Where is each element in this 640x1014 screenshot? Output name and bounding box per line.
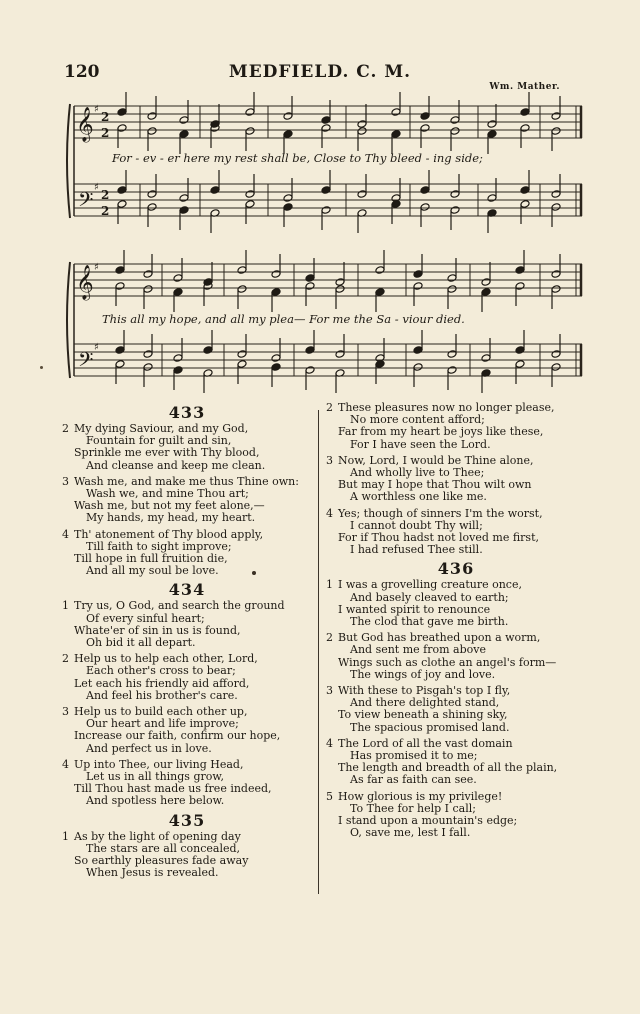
stanza-first-line — [62, 600, 312, 612]
stanza-number: 2 — [326, 631, 333, 645]
composer-credit: Wm. Mather. — [489, 82, 560, 92]
stanza-first-line — [326, 508, 586, 520]
right-column — [326, 402, 586, 844]
verse-line: And spotless here below. — [86, 794, 225, 808]
verse-line: And perfect us in love. — [86, 741, 212, 755]
verse-line: And sent me from above — [350, 643, 486, 657]
treble-clef-icon: 𝄞 — [76, 265, 94, 300]
stanza — [326, 508, 586, 557]
verse-line: Our heart and life improve; — [86, 717, 239, 731]
verse-line: No more content afford; — [350, 413, 485, 427]
verse-line: Sprinkle me ever with Thy blood, — [74, 446, 260, 460]
stanza-number: 2 — [326, 401, 333, 414]
verse-line: The length and breadth of all the plain, — [338, 761, 558, 775]
verse-line: Wash me, and make me thus Thine own: — [74, 474, 299, 488]
verse-line: And all my soul be love. — [86, 564, 219, 578]
verse-line: Whate'er of sin in us is found, — [74, 623, 241, 637]
verse-line: Fountain for guilt and sin, — [86, 434, 232, 448]
column-divider — [318, 410, 319, 894]
stanza-first-line — [326, 579, 586, 591]
verse-line: As by the light of opening day — [74, 829, 241, 843]
verse-line: A worthless one like me. — [350, 490, 487, 504]
time-signature-bottom: 2 — [101, 204, 110, 218]
verse-line: Far from my heart be joys like these, — [338, 425, 544, 439]
left-column — [62, 402, 312, 884]
verse-line: And cleanse and keep me clean. — [86, 458, 266, 472]
stanza — [326, 791, 586, 840]
stanza — [62, 831, 312, 880]
verse-line: Wash we, and mine Thou art; — [86, 487, 249, 501]
stanza — [326, 579, 586, 628]
verse-line: These pleasures now no longer please, — [338, 401, 555, 414]
verse-line: The stars are all concealed, — [86, 841, 241, 855]
stanza-number: 4 — [326, 736, 333, 750]
verse-line: I stand upon a mountain's edge; — [338, 814, 518, 828]
hymn-number: 434 — [168, 580, 206, 600]
verse-line: Help us to build each other up, — [74, 705, 248, 719]
verse-line: Let us in all things grow, — [86, 770, 224, 784]
verse-line: Yes; though of sinners I'm the worst, — [338, 506, 543, 520]
verse-line: Increase our faith, confirm our hope, — [74, 729, 281, 743]
verse-line: To view beneath a shining sky, — [338, 708, 508, 722]
stanza — [62, 706, 312, 755]
lyrics-line-1: For - ev - er here my rest shall be, Close to Thy bleed - ing side; — [112, 151, 483, 165]
stanza — [326, 402, 586, 451]
verse-line: Wings such as clothe an angel's form— — [338, 655, 557, 669]
verse-line: The Lord of all the vast domain — [338, 736, 513, 750]
verse-line: Try us, O God, and search the ground — [74, 599, 285, 613]
stanza-number: 3 — [62, 705, 69, 719]
verse-line: And wholly live to Thee; — [350, 466, 485, 480]
sharp-icon: ♯ — [94, 104, 99, 115]
stanza — [62, 759, 312, 808]
verse-line: To Thee for help I call; — [350, 801, 476, 815]
verse-line: And feel his brother's care. — [86, 688, 238, 702]
verse-line: So earthly pleasures fade away — [74, 854, 249, 868]
bass-clef-icon: 𝄢 — [78, 348, 94, 376]
verse-line: Help us to help each other, Lord, — [74, 652, 258, 666]
stanza — [62, 653, 312, 702]
stanza — [62, 600, 312, 649]
verse-line: But God has breathed upon a worm, — [338, 631, 541, 645]
stanza — [326, 455, 586, 504]
verse-line: Till Thou hast made us free indeed, — [74, 782, 272, 796]
stanza-number: 1 — [326, 578, 333, 592]
stanza-number: 3 — [326, 453, 333, 467]
verse-line: Has promised it to me; — [350, 749, 478, 763]
verse-line: Oh bid it all depart. — [86, 636, 196, 650]
music-score — [0, 0, 640, 400]
hymn-number: 435 — [168, 810, 206, 830]
verse-line: Each other's cross to bear; — [86, 664, 236, 678]
verse-line: The clod that gave me birth. — [350, 615, 509, 629]
stanza-number: 1 — [62, 829, 69, 843]
stanza — [62, 529, 312, 578]
verse-line: And basely cleaved to earth; — [350, 590, 509, 604]
verse-line: Let each his friendly aid afford, — [74, 676, 250, 690]
verse-line: I wanted spirit to renounce — [338, 602, 491, 616]
stanza-number: 2 — [62, 422, 69, 435]
verse-line: I had refused Thee still. — [350, 543, 483, 557]
stanza-number: 1 — [62, 599, 69, 613]
verse-line: How glorious is my privilege! — [338, 789, 503, 803]
stanza-number: 5 — [326, 789, 333, 803]
time-signature-bottom: 2 — [101, 126, 110, 140]
verse-line: My hands, my head, my heart. — [86, 511, 256, 525]
hymn-number: 433 — [168, 403, 206, 422]
verse-line: Till faith to sight improve; — [86, 539, 232, 553]
verse-line: With these to Pisgah's top I fly, — [338, 684, 511, 698]
stanza-number: 2 — [62, 652, 69, 666]
verse-line: Up into Thee, our living Head, — [74, 757, 244, 771]
page-number: 120 — [64, 62, 100, 82]
treble-clef-icon: 𝄞 — [76, 107, 94, 142]
verse-line: O, save me, lest I fall. — [350, 826, 471, 840]
stanza — [326, 738, 586, 787]
verse-line: Th' atonement of Thy blood apply, — [74, 527, 264, 541]
stanza-first-line — [62, 529, 312, 541]
verse-line: I was a grovelling creature once, — [338, 578, 522, 592]
lyrics-line-2: This all my hope, and all my plea— For me the Sa - viour died. — [102, 312, 465, 326]
sharp-icon: ♯ — [94, 182, 99, 193]
stanza — [326, 685, 586, 734]
bass-staff-2 — [74, 344, 582, 376]
verse-line: The wings of joy and love. — [350, 667, 496, 681]
stanza-number: 3 — [62, 474, 69, 488]
verse-line: For I have seen the Lord. — [350, 437, 491, 451]
ink-spot — [40, 366, 43, 369]
verse-line: The spacious promised land. — [350, 720, 510, 734]
verse-line: And there delighted stand, — [350, 696, 500, 710]
verse-line: For if Thou hadst not loved me first, — [338, 531, 539, 545]
time-signature-top: 2 — [101, 188, 110, 202]
verse-line: Wash me, but not my feet alone,— — [74, 499, 265, 513]
stanza — [62, 423, 312, 472]
time-signature-top: 2 — [101, 110, 110, 124]
stanza — [62, 476, 312, 525]
tune-title: MEDFIELD. C. M. — [228, 62, 412, 82]
verse-line: Till hope in full fruition die, — [74, 552, 228, 566]
sharp-icon: ♯ — [94, 342, 99, 353]
verse-line: When Jesus is revealed. — [86, 866, 219, 880]
verse-line: Now, Lord, I would be Thine alone, — [338, 453, 534, 467]
verse-line: But may I hope that Thou wilt own — [338, 478, 532, 492]
stanza-number: 4 — [326, 506, 333, 520]
stanza — [326, 632, 586, 681]
hymn-number: 436 — [437, 559, 475, 579]
stanza-number: 3 — [326, 684, 333, 698]
bass-clef-icon: 𝄢 — [78, 188, 94, 216]
verse-line: I cannot doubt Thy will; — [350, 518, 483, 532]
stanza-number: 4 — [62, 527, 69, 541]
verse-line: As far as faith can see. — [350, 773, 477, 787]
sharp-icon: ♯ — [94, 262, 99, 273]
stanza-number: 4 — [62, 757, 69, 771]
verse-line: Of every sinful heart; — [86, 611, 205, 625]
verse-line: My dying Saviour, and my God, — [74, 422, 249, 435]
